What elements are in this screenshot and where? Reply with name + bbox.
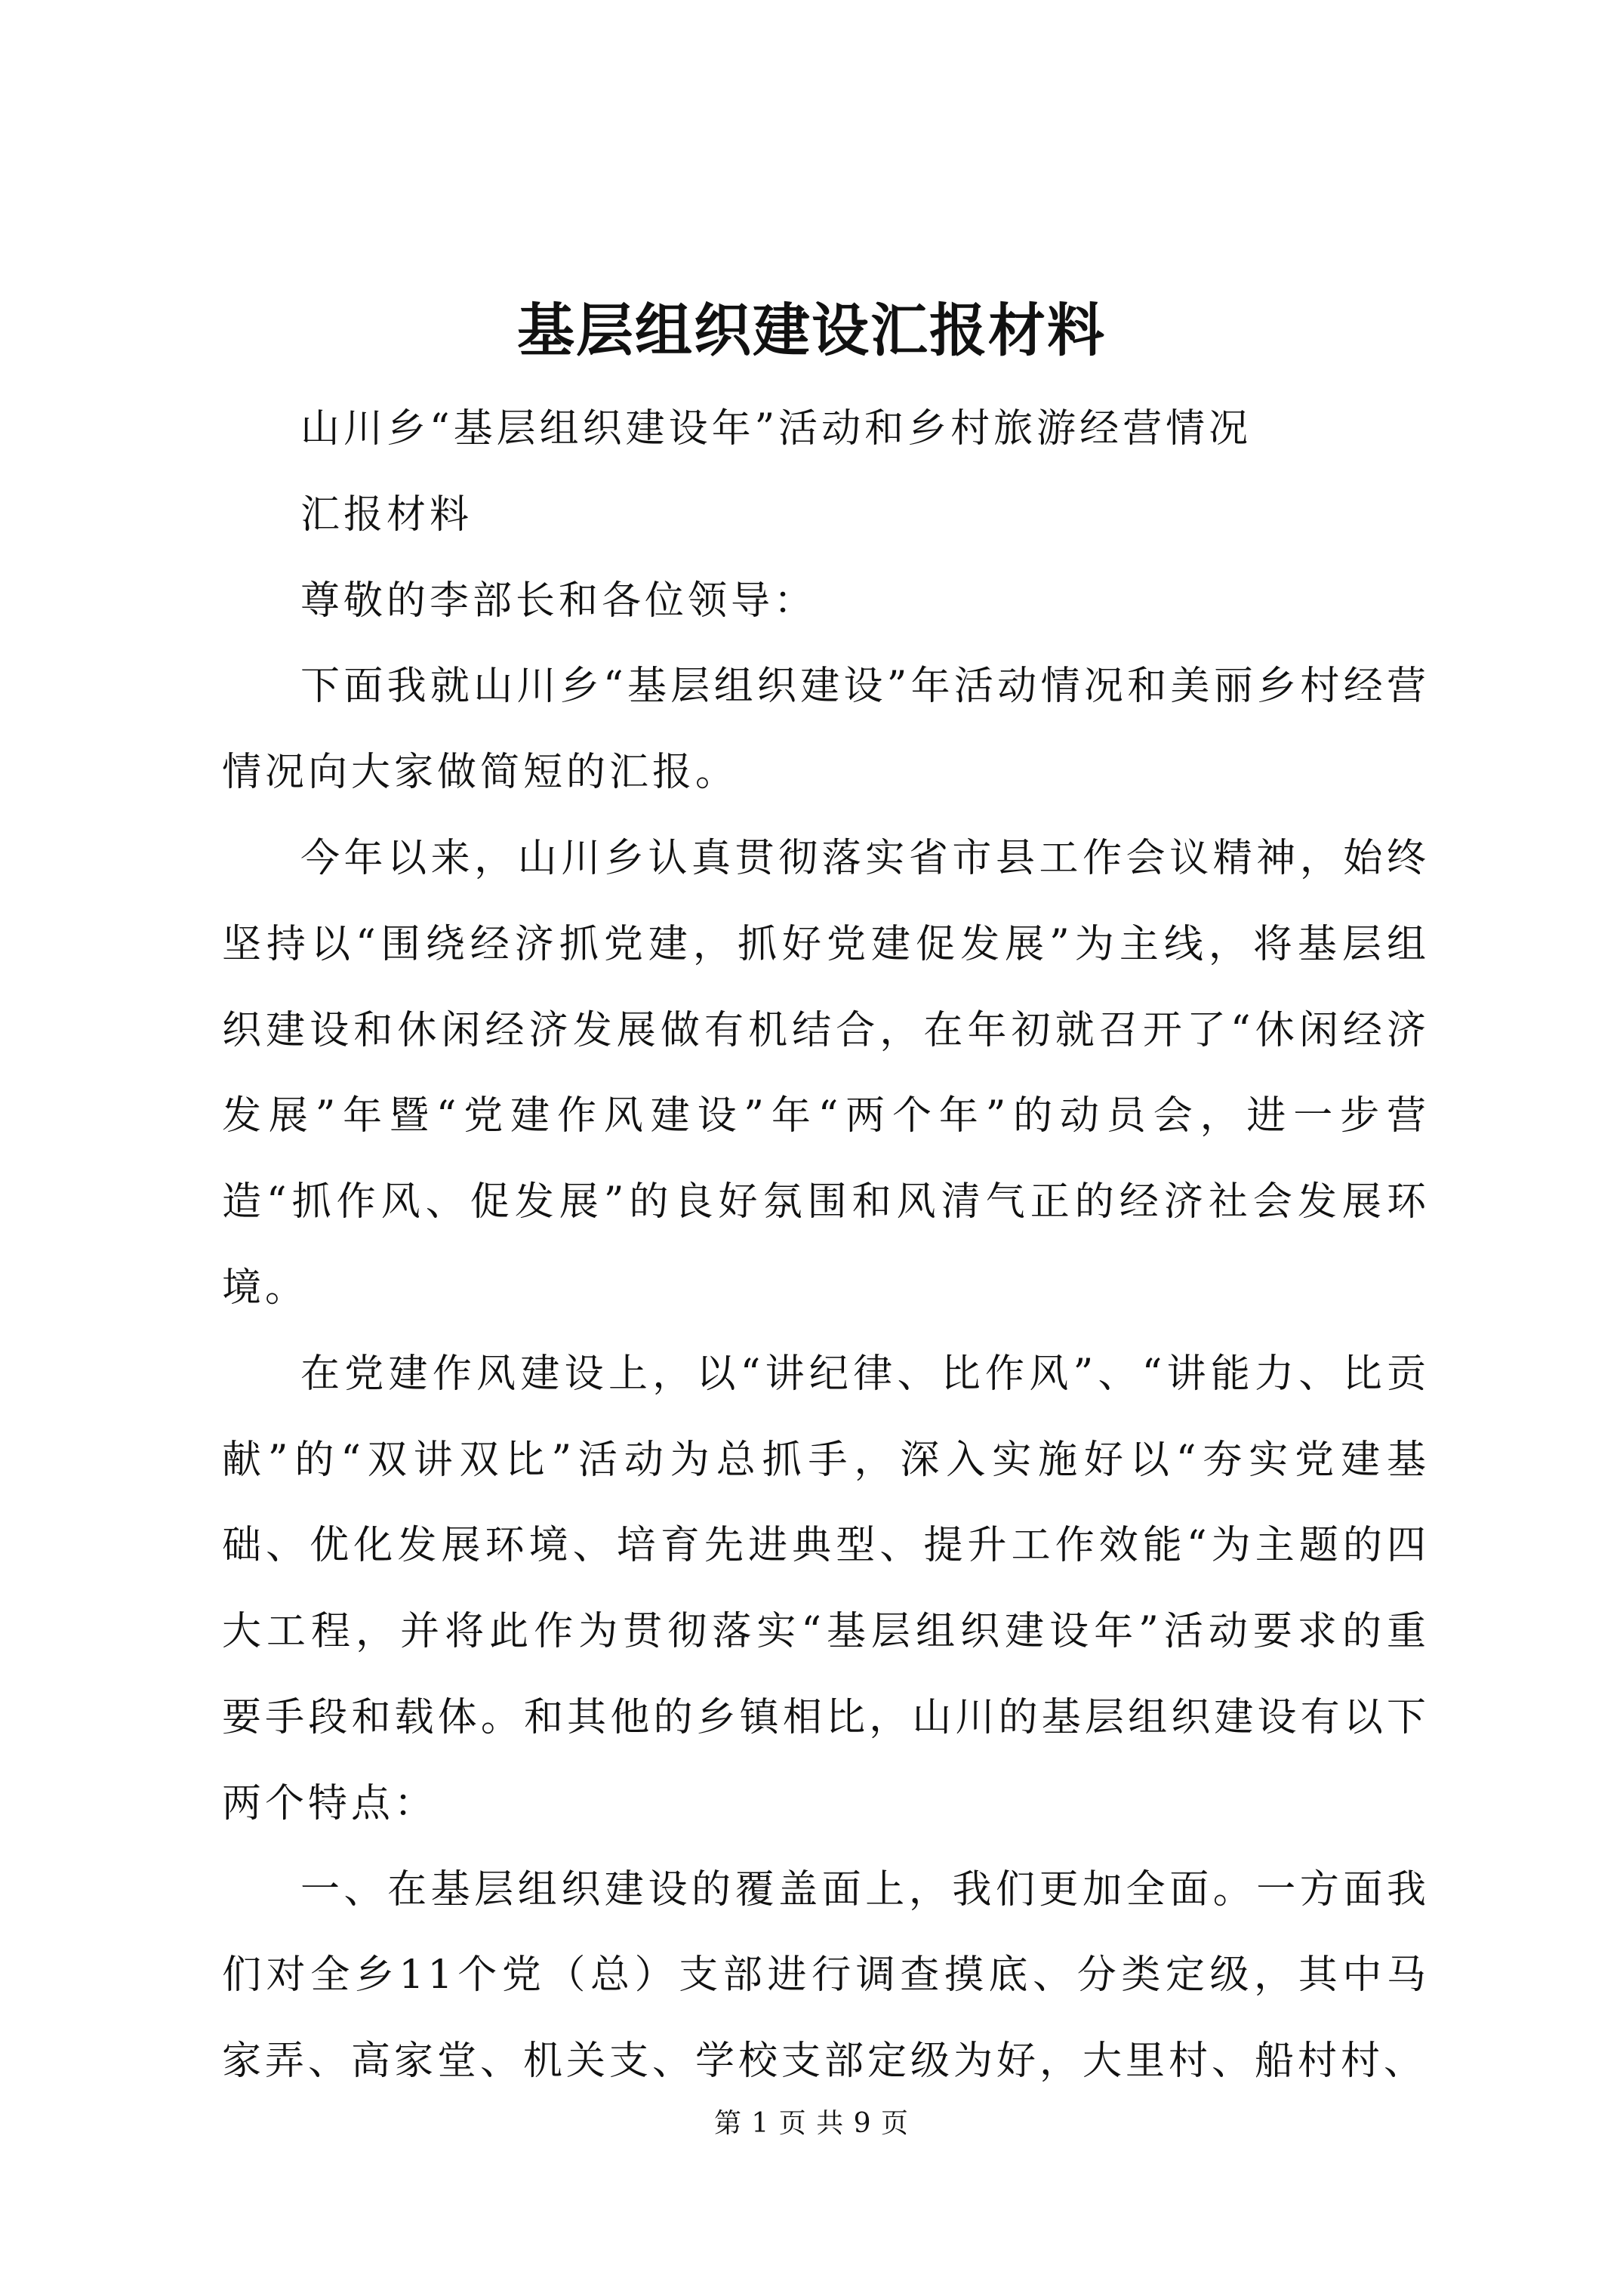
paragraph-party-building: 在党建作风建设上，以“讲纪律、比作风”、“讲能力、比贡献”的“双讲双比”活动为总抓手，深入实施好以“夯实党建基础、优化发展环境、培育先进典型、提升工作效能“为主题的四大工程，并将此作为贯彻落实“基层组织建设年”活动要求的重要手段和载体。和其他的乡镇相比，山川的基层组织建设有以下两个特点： <box>222 1351 1430 1826</box>
paragraph-salutation: 尊敬的李部长和各位领导： <box>300 578 818 624</box>
document-body <box>222 387 1430 2105</box>
paragraph-subtitle-2: 汇报材料 <box>300 492 473 538</box>
paragraph-intro: 下面我就山川乡“基层组织建设”年活动情况和美丽乡村经营情况向大家做简短的汇报。 <box>222 664 1430 796</box>
document-title: 基层组织建设汇报材料 <box>517 297 1106 364</box>
paragraph-overview: 今年以来，山川乡认真贯彻落实省市县工作会议精神，始终坚持以“围绕经济抓党建，抓好党建促发展”为主线，将基层组织建设和休闲经济发展做有机结合，在年初就召开了“休闲经济发展”年暨“党建作风建设”年“两个年”的动员会，进一步营造“抓作风、促发展”的良好氛围和风清气正的经济社会发展环境。 <box>222 835 1430 1311</box>
paragraph-point-one: 一、在基层组织建设的覆盖面上，我们更加全面。一方面我们对全乡11个党（总）支部进行调查摸底、分类定级，其中马家弄、高家堂、机关支、学校支部定级为好，大里村、船村村、 <box>222 1866 1430 2085</box>
page-number-footer: 第 1 页 共 9 页 <box>713 2108 910 2139</box>
paragraph-subtitle: 山川乡“基层组织建设年”活动和乡村旅游经营情况 <box>300 406 1252 451</box>
